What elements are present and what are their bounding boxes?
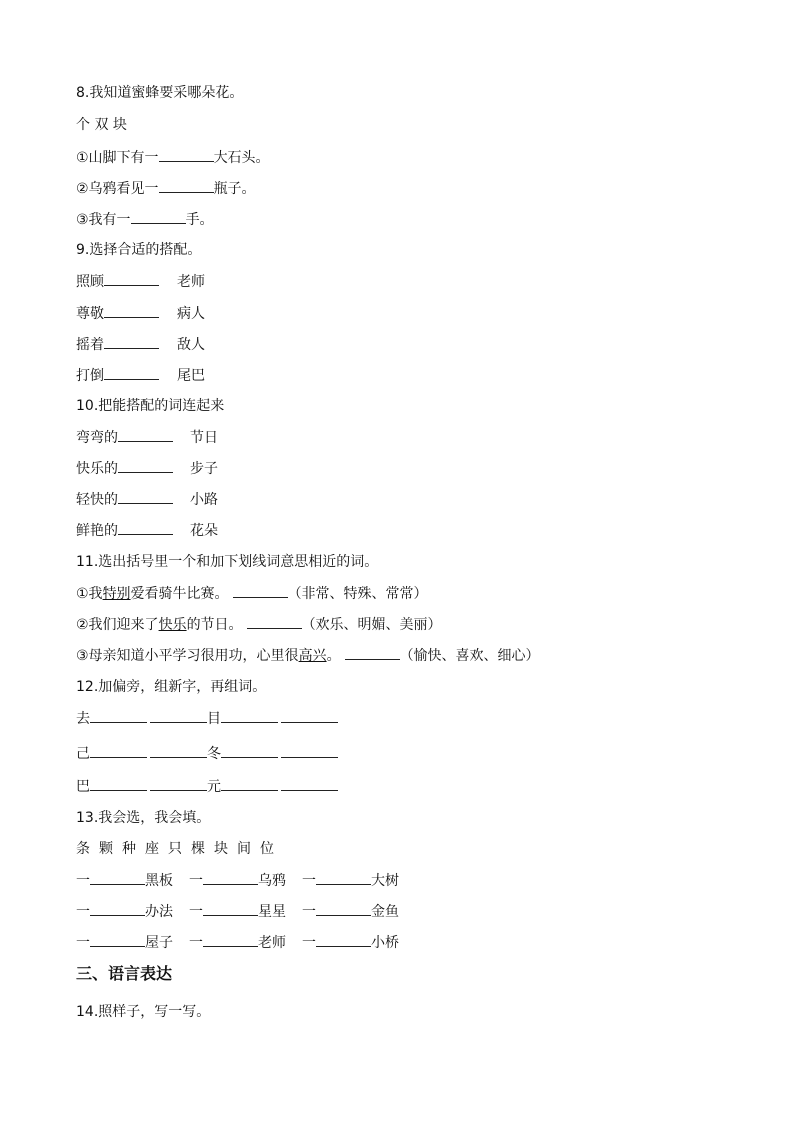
q10-left: 弯弯的: [76, 430, 118, 446]
q10-row: [76, 490, 218, 509]
q11-pre: ②我们迎来了: [76, 617, 159, 633]
q11-options: （非常、特殊、常常）: [287, 586, 428, 602]
q11-item-2: [76, 615, 442, 634]
q9-left: 尊敬: [76, 306, 104, 322]
q8-item-2: [76, 179, 256, 198]
choice-word: 位: [260, 841, 274, 857]
q10-left: 轻快的: [76, 492, 118, 508]
answer-blank[interactable]: [118, 428, 173, 442]
q14-title: 14.照样子，写一写。: [76, 1004, 211, 1020]
q13-row: [76, 933, 399, 952]
answer-blank[interactable]: [90, 902, 145, 916]
q9-right: 老师: [177, 274, 205, 290]
q10-right: 步子: [190, 461, 218, 477]
q11-post: 爱看骑牛比赛。: [130, 586, 229, 602]
q13-prefix: 一: [189, 873, 203, 889]
answer-blank[interactable]: [203, 933, 258, 947]
choice-word: 只: [168, 841, 182, 857]
answer-blank[interactable]: [104, 304, 159, 318]
q9-right: 尾巴: [177, 368, 205, 384]
q9-row: [76, 335, 205, 354]
q13-noun: 乌鸦: [258, 873, 286, 889]
q10-left: 快乐的: [76, 461, 118, 477]
underlined-word: 特别: [102, 586, 131, 602]
q11-title: 11.选出括号里一个和加下划线词意思相近的词。: [76, 554, 379, 570]
q13-noun: 大树: [371, 873, 399, 889]
q11-pre: ③母亲知道小平学习很用功，心里很: [76, 648, 299, 664]
answer-blank[interactable]: [131, 210, 186, 224]
answer-blank[interactable]: [104, 335, 159, 349]
q11-post: 的节日。: [186, 617, 243, 633]
q9-row: [76, 366, 205, 385]
answer-blank[interactable]: [90, 709, 147, 723]
q9-left: 摇着: [76, 337, 104, 353]
answer-blank[interactable]: [104, 272, 159, 286]
q11-post: 。: [326, 648, 341, 664]
answer-blank[interactable]: [316, 902, 371, 916]
answer-blank[interactable]: [159, 148, 214, 162]
q12-char: 冬: [207, 746, 221, 762]
q11-options: （愉快、喜欢、细心）: [399, 648, 540, 664]
q8-item-3-post: 手。: [185, 212, 214, 228]
answer-blank[interactable]: [281, 744, 338, 758]
q13-row: [76, 902, 399, 921]
q12-char: 元: [207, 779, 221, 795]
q9-row: [76, 304, 205, 323]
q13-prefix: 一: [302, 904, 316, 920]
answer-blank[interactable]: [90, 933, 145, 947]
q12-char: 巴: [76, 779, 90, 795]
q10-row: [76, 521, 218, 540]
choice-word: 棵: [191, 841, 205, 857]
q13-noun: 老师: [258, 935, 286, 951]
q11-item-3: [76, 646, 540, 665]
answer-blank[interactable]: [233, 584, 288, 598]
answer-blank[interactable]: [203, 902, 258, 916]
choice-word: 条: [76, 841, 90, 857]
q12-row: [76, 709, 338, 728]
answer-blank[interactable]: [221, 777, 278, 791]
q10-right: 花朵: [190, 523, 218, 539]
answer-blank[interactable]: [118, 490, 173, 504]
underlined-word: 快乐: [158, 617, 187, 633]
q8-title: 8.我知道蜜蜂要采哪朵花。: [76, 85, 244, 101]
q12-char: 己: [76, 746, 90, 762]
q10-right: 小路: [190, 492, 218, 508]
answer-blank[interactable]: [281, 777, 338, 791]
underlined-word: 高兴: [298, 648, 327, 664]
answer-blank[interactable]: [281, 709, 338, 723]
answer-blank[interactable]: [345, 646, 400, 660]
q10-left: 鲜艳的: [76, 523, 118, 539]
q12-row: [76, 777, 338, 796]
q8-item-2-pre: ②乌鸦看见一: [76, 181, 159, 197]
answer-blank[interactable]: [104, 366, 159, 380]
answer-blank[interactable]: [159, 179, 214, 193]
q10-row: [76, 428, 218, 447]
q13-prefix: 一: [189, 904, 203, 920]
q12-title: 12.加偏旁，组新字，再组词。: [76, 679, 267, 695]
answer-blank[interactable]: [316, 933, 371, 947]
choice-word: 座: [145, 841, 159, 857]
q12-row: [76, 744, 338, 763]
q11-item-1: [76, 584, 428, 603]
answer-blank[interactable]: [150, 709, 207, 723]
q13-noun: 黑板: [145, 873, 173, 889]
answer-blank[interactable]: [90, 744, 147, 758]
q9-left: 照顾: [76, 274, 104, 290]
q13-prefix: 一: [302, 935, 316, 951]
q13-noun: 金鱼: [371, 904, 399, 920]
q13-title: 13.我会选，我会填。: [76, 810, 211, 826]
q13-choices: [76, 840, 283, 858]
q10-row: [76, 459, 218, 478]
q13-noun: 办法: [145, 904, 173, 920]
q13-noun: 小桥: [371, 935, 399, 951]
q13-prefix: 一: [302, 873, 316, 889]
q9-right: 病人: [177, 306, 205, 322]
q11-options: （欢乐、明媚、美丽）: [301, 617, 442, 633]
choice-word: 间: [237, 841, 251, 857]
answer-blank[interactable]: [90, 777, 147, 791]
answer-blank[interactable]: [247, 615, 302, 629]
q8-item-1: [76, 148, 270, 167]
q13-noun: 屋子: [145, 935, 173, 951]
q9-right: 敌人: [177, 337, 205, 353]
answer-blank[interactable]: [203, 871, 258, 885]
q12-char: 去: [76, 711, 90, 727]
q12-char: 目: [207, 711, 221, 727]
answer-blank[interactable]: [90, 871, 145, 885]
section-heading: 三、语言表达: [76, 964, 173, 983]
q10-title: 10.把能搭配的词连起来: [76, 398, 225, 414]
answer-blank[interactable]: [221, 744, 278, 758]
q13-prefix: 一: [76, 873, 90, 889]
q8-item-3: [76, 210, 214, 229]
answer-blank[interactable]: [118, 521, 173, 535]
answer-blank[interactable]: [150, 744, 207, 758]
q11-pre: ①我: [76, 586, 103, 602]
q8-item-2-post: 瓶子。: [213, 181, 256, 197]
q9-left: 打倒: [76, 368, 104, 384]
q9-row: [76, 272, 205, 291]
choice-word: 块: [214, 841, 228, 857]
q8-options: 个 双 块: [76, 117, 127, 133]
q13-row: [76, 871, 399, 890]
q13-prefix: 一: [76, 935, 90, 951]
q8-item-1-post: 大石头。: [213, 150, 270, 166]
answer-blank[interactable]: [150, 777, 207, 791]
q13-noun: 星星: [258, 904, 286, 920]
q9-title: 9.选择合适的搭配。: [76, 242, 202, 258]
answer-blank[interactable]: [118, 459, 173, 473]
answer-blank[interactable]: [316, 871, 371, 885]
q13-prefix: 一: [76, 904, 90, 920]
q8-item-1-pre: ①山脚下有一: [76, 150, 159, 166]
q8-item-3-pre: ③我有一: [76, 212, 131, 228]
choice-word: 种: [122, 841, 136, 857]
q13-prefix: 一: [189, 935, 203, 951]
choice-word: 颗: [99, 841, 113, 857]
answer-blank[interactable]: [221, 709, 278, 723]
q10-right: 节日: [190, 430, 218, 446]
